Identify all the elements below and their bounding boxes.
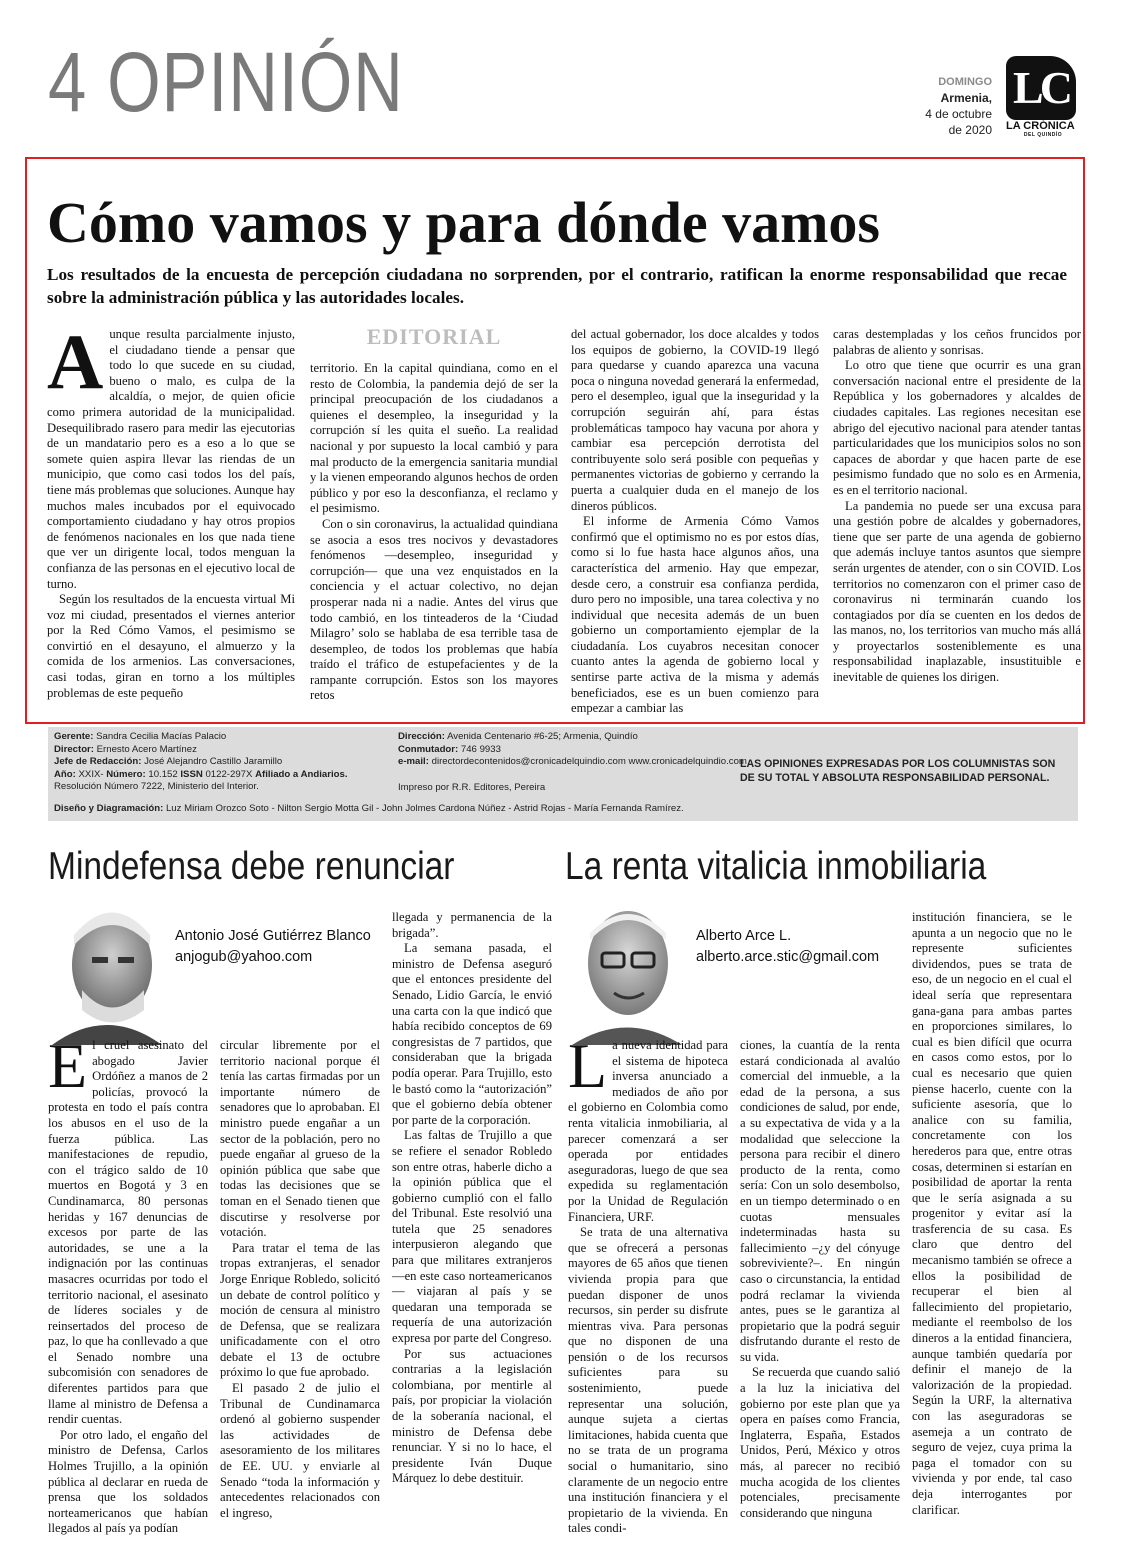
editorial-column-2	[310, 324, 558, 704]
gerente-name: Sandra Cecilia Macías Palacio	[96, 731, 227, 742]
label: e-mail:	[398, 756, 429, 767]
masthead-staff	[54, 731, 384, 794]
diseno-names: Luz Miriam Orozco Soto - Nilton Sergio Motta Gil - John Jolmes Cardona Núñez - Astrid Rojas - María Fernanda Ramírez.	[165, 803, 684, 814]
editorial-box	[25, 157, 1085, 724]
paragraph: Lo otro que tiene que ocurrir es una gran conversación nacional entre el presidente de la República y los gobernadores y alcaldes de ciudades capitales. Las regiones necesitan ese abrigo del ejecutivo nacional para atender tantas particularidades que los municipios solos no son capaces de abordar y que hacen parte de ese pesimismo fundado que no solo es en Armenia, es en el territorio nacional.	[833, 358, 1081, 497]
column1-email[interactable]: anjogub@yahoo.com	[175, 949, 313, 965]
masthead-contact	[398, 731, 748, 794]
issn-value: 0122-297X	[205, 768, 253, 780]
resolucion-text: Resolución Número 7222, Ministerio del Interior.	[54, 781, 259, 792]
paragraph: caras destempladas y los ceños fruncidos por palabras de aliento y sonrisas.	[833, 327, 1081, 357]
column2-text-c	[912, 910, 1072, 1518]
impreso-text: Impreso por R.R. Editores, Pereira	[398, 781, 546, 793]
date-city: Armenia,	[940, 91, 992, 105]
paragraph: Según los resultados de la encuesta virtual Mi voz mi ciudad, presentados el viernes anterior por la Red Cómo Vamos, el pesimismo se convirtió en el desayuno, el almuerzo y la comida de los armenios. Las conversaciones, casi todas, giran en torno a los múltiples problemas de este pequeño	[47, 592, 295, 700]
paragraph: a nueva identidad para el sistema de hipoteca inversa anunciado a mediados de año por el gobierno en Colombia como renta vitalicia inmobiliaria, al parecer comenzará a ser operada por entidades aseguradoras, luego de que sea expedida su reglamentación por la Unidad de Regulación Financiera, URF.	[568, 1038, 728, 1224]
date-line2: de 2020	[948, 123, 992, 137]
date-line1: 4 de octubre	[925, 107, 992, 121]
column2-text-a	[568, 1030, 728, 1537]
label: Conmutador:	[398, 743, 459, 755]
paragraph: La semana pasada, el ministro de Defensa aseguró que el entonces presidente del Senado, Lidio García, le envió una carta con la que indicó que había recibido conceptos de 69 congresistas de 7 partidos, que consideraban que la brigada podía operar. Para Trujillo, esto le bastó como la “autorización” que el gobierno debía obtener por parte de la corporación.	[392, 941, 552, 1127]
column1-author-block	[175, 926, 371, 968]
paragraph: Se recuerda que cuando salió a la luz la iniciativa del gobierno por este plan que ya opera en países como Francia, Inglaterra, España, Estados Unidos, Perú, México y otros más, al parecer no recibió mucha acogida de los clientes potenciales, precisamente considerando que ninguna	[740, 1365, 900, 1520]
column1-text-a	[48, 1030, 208, 1537]
column1-text-c	[392, 910, 552, 1487]
column1-author: Antonio José Gutiérrez Blanco	[175, 928, 371, 944]
editorial-headline: Cómo vamos y para dónde vamos	[47, 190, 880, 255]
paragraph: Para tratar el tema de las tropas extranjeras, el senador Jorge Enrique Robledo, solicitó un debate de control político y moción de censura al ministro de Defensa, que se realizara unificadamente con el otro debate el 13 de octubre próximo lo que fue aprobado.	[220, 1240, 380, 1380]
label: Año:	[54, 768, 76, 780]
newspaper-logo	[1006, 56, 1080, 144]
paragraph: circular libremente por el territorio nacional porque él tenía las cartas firmadas por un importante número de senadores que lo aprobaban. El ministro puede engañar a un sector de la población, pero no puede engañar al grueso de la opinión pública que sabe que todas las decisiones que se toman en el Senado tienen que discutirse y resolverse por votación.	[220, 1038, 380, 1240]
paragraph: territorio. En la capital quindiana, como en el resto de Colombia, la pandemia dejó de ser la principal preocupación de los ciudadanos a quienes el desempleo, la inseguridad y la corrupción sí les quita el sueño. La realidad nacional y por supuesto la local cambió y para mal producto de la emergencia sanitaria mundial y la vienen empeorando algunos hechos de orden público y por eso la desconfianza, el reclamo y el pesimismo.	[310, 361, 558, 516]
column2-text-b	[740, 1038, 900, 1521]
direccion-value: Avenida Centenario #6-25; Armenia, Quindío	[447, 731, 638, 742]
editorial-dropcap: A	[47, 318, 104, 405]
conmutador-value: 746 9933	[460, 743, 501, 755]
paragraph: Las faltas de Trujillo a que se refiere el senador Robledo son entre otras, haberle dicho a la opinión pública que el gobierno cumplió con el fallo del Tribunal. Este resolvió una tutela que 25 senadores interpusieron alegando que para que militares extranjeros —en este caso norteamericanos— viajaran al país y se quedaran una temporada se requería de una autorización expresa por parte del Congreso.	[392, 1128, 552, 1346]
paragraph: La pandemia no puede ser una excusa para una gestión pobre de alcaldes y gobernadores, tiene que ser parte de una agenda de gobierno que además incluye tantos asuntos que siempre serán urgentes de atender, con o sin COVID. Los territorios no comenzaron con el primer caso de coronavirus ni terminarán cuando los contagiados por día se cuenten en los dedos de las manos, no, los territorios van mucho más allá y proyectarlos sosteniblemente es una responsabilidad inaplazable, insustituible e inevitable de quienes los dirigen.	[833, 498, 1081, 685]
numero-value: 10.152	[148, 768, 178, 780]
paragraph: l cruel asesinato del abogado Javier Ordóñez a manos de 2 policías, provocó la protesta en todo el país contra los abusos en el uso de la fuerza pública. Las manifestaciones de repudio, con el trágico saldo de 10 muertos en Bogotá y 3 en Cundinamarca, 80 personas heridas y 167 denuncias de excesos por parte de las autoridades, se une a la indignación por las continuas masacres ocurridas por todo el territorio nacional, el asesinato de líderes sociales y de reinsertados del proceso de paz, lo que ha conllevado a que el Senado nombre una subcomisión con senadores de diferentes partidos para que llame al ministro de Defensa a rendir cuentas.	[48, 1038, 208, 1427]
logo-sub: DEL QUINDÍO	[1023, 132, 1063, 138]
section-title: 4 OPINIÓN	[48, 35, 404, 129]
paragraph: Se trata de una alternativa que se ofrecerá a personas mayores de 65 años que tienen vivienda propia para que puedan disponer de unos recursos, sin perder su disfrute mientras viva. Para personas que no disponen de una pensión o de los recursos suficientes para su sostenimiento, puede representar una solución, aunque sujeta a ciertas limitaciones, habida cuenta que no se trata de un programa social o humanitario, sino claramente de un negocio entre una institución financiera y el propietario de la vivienda. En tales condi-	[568, 1225, 728, 1536]
date-day: DOMINGO	[938, 76, 992, 88]
label: Diseño y Diagramación:	[54, 803, 164, 814]
anio-value: XXIX-	[78, 768, 104, 780]
column2-author-block	[696, 926, 879, 968]
director-name: Ernesto Acero Martínez	[96, 743, 197, 755]
paragraph: ciones, la cuantía de la renta estará condicionada al avalúo comercial del inmueble, a la edad de la persona, a sus condiciones de salud, por ende, a su expectativa de vida y a la modalidad que seleccione la persona para recibir el dinero producto de la renta, como sería: Con un solo desembolso, en un tiempo determinado o en cuotas mensuales indeterminadas hasta su fallecimiento –¿y del cónyuge sobreviviente?–. En ningún caso o circunstancia, la entidad podrá reclamar la vivienda antes, pues se le garantiza al propietario que la podrá seguir disfrutando durante el resto de su vida.	[740, 1038, 900, 1364]
masthead-disclaimer: LAS OPINIONES EXPRESADAS POR LOS COLUMNISTAS SON DE SU TOTAL Y ABSOLUTA RESPONSABILIDAD PERSONAL.	[740, 758, 1056, 784]
logo-mark: LC	[1006, 56, 1076, 120]
label: Director:	[54, 743, 94, 755]
label: Dirección:	[398, 731, 445, 742]
label: Gerente:	[54, 731, 94, 742]
column2-headline: La renta vitalicia inmobiliaria	[565, 845, 987, 888]
email-link[interactable]: directordecontenidos@cronicadelquindio.com www.cronicadelquindio.com	[431, 756, 747, 767]
column2-dropcap: L	[568, 1030, 608, 1101]
paragraph: institución financiera, se le apunta a un negocio que no le represente suficientes dividendos, pues se trata de eso, de un negocio en el cual el ideal sería que representara gana-gana para ambas partes en proporciones similares, lo cual es bien difícil que ocurra en casos como estos, por lo cual es necesario que quien piense hacerlo, cuente con la suficiente asesoría, que lo analice con su familia, concretamente con los herederos para que, entre otras cosas, determinen si estarían en posibilidad de aportar la renta que le sería asignada a su progenitor y evitar así la trasferencia de su casa. Es claro que dentro del mecanismo también se ofrece a ellos la posibilidad de recuperar el bien al fallecimiento del propietario, mediante el reembolso de los dineros a la entidad financiera, aunque también quedaría por definir el manejo de la valorización de la propiedad. Según la URF, la alternativa con las aseguradoras se asemeja a un contrato de seguro de vejez, cuya prima la paga el tomador con su vivienda y por ende, tal caso deja interrogantes por clarificar.	[912, 910, 1072, 1517]
column1-text-b	[220, 1038, 380, 1521]
paragraph: del actual gobernador, los doce alcaldes y todos los equipos de gobierno, la COVID-19 llegó para quedarse y cuando aparezca una vacuna poca o ninguna novedad generará la enfermedad, pero el desempleo, igual que la inseguridad y la corrupción seguirán ahí, para éstas problemáticas tampoco hay vacuna por ahora y cambiar esa percepción derrotista del contribuyente solo será posible con pequeñas y permanentes victorias de gobierno y cerrando la puerta a cualquier duda en el manejo de los dineros públicos.	[571, 327, 819, 513]
editorial-column-1	[47, 318, 295, 701]
logo-name: LA CRÓNICA	[1006, 120, 1075, 132]
column1-headline: Mindefensa debe renunciar	[48, 845, 455, 888]
label: Jefe de Redacción:	[54, 756, 142, 767]
paragraph: Por otro lado, el engaño del ministro de Defensa, Carlos Holmes Trujillo, a la opinión pública al declarar en rueda de prensa que los soldados norteamericanos que habían llegados al país ya podían	[48, 1427, 208, 1536]
editorial-label: EDITORIAL	[366, 324, 502, 349]
masthead-info	[48, 727, 1078, 821]
editorial-column-3	[571, 327, 819, 717]
paragraph: llegada y permanencia de la brigada”.	[392, 910, 552, 940]
masthead-design	[54, 803, 1064, 816]
paragraph: El pasado 2 de julio el Tribunal de Cundinamarca ordenó al gobierno suspender las actividades de asesoramiento de los militares de EE. UU. y enviarle al Senado “toda la información y antecedentes relacionados con el ingreso,	[220, 1381, 380, 1520]
editorial-subhead: Los resultados de la encuesta de percepción ciudadana no sorprenden, por el contrario, ratifican la enorme responsabilidad que recae sobre la administración pública y las autoridades locales.	[47, 265, 1067, 307]
paragraph: Con o sin coronavirus, la actualidad quindiana se asocia a esos tres nocivos y devastadores fenómenos —desempleo, inseguridad y corrupción— que una vez enquistados en la conciencia y el actuar colectivo, no dejan prosperar nada ni a nadie. Antes del virus que todo cambió, en los tinteaderos de la ‘Ciudad Milagro’ solo se hablaba de esa terrible tasa de desempleo, de todos los problemas que había traído el tráfico de estupefacientes y de la rampante corrupción. Estos son los mayores retos	[310, 516, 558, 703]
paragraph: unque resulta parcialmente injusto, el ciudadano tiende a pensar que todo lo que sucede en su ciudad, bueno o malo, es culpa de la alcaldía, o mejor, de quien oficie como primera autoridad de la municipalidad. Desequilibrado rasero para medir las ejecutorias de un mandatario pero es a eso a lo que se somete quien aspira llevar las riendas de un municipio, que como casi todos los del país, tiene más problemas que soluciones. Aunque hay muchos males incubados por el equivocado comportamiento ciudadano y hay otros propios de fenómenos nacionales en los que nada tiene que ver un dirigente local, todos menguan la confianza de las personas en el ejecutivo local de turno.	[47, 327, 295, 591]
paragraph: Por sus actuaciones contrarias a la legislación colombiana, por mentirle al país, por propiciar la violación de la soberanía nacional, el ministro de Defensa debe renunciar. Y si no lo hace, el presidente Iván Duque Márquez lo debe destituir.	[392, 1346, 552, 1486]
column2-author: Alberto Arce L.	[696, 928, 792, 944]
paragraph: El informe de Armenia Cómo Vamos confirmó que el optimismo no es por estos días, como si lo fue hasta hace algunos años, una característica del armenio. Hay que empezar, desde cero, a construir esa confianza perdida, duro pero no imposible, una tarea colectiva y no individual que necesita además de un buen gobierno un comportamiento ejemplar de la ciudadanía. Los cuyabros necesitan conocer cuanto antes la agenda de gobierno local y sentirse parte activa de la misma y además beneficiados, ese es un buen comienzo para empezar a cambiar las	[571, 514, 819, 716]
label: Número:	[106, 768, 146, 780]
date-block	[925, 74, 992, 138]
afiliado-text: Afiliado a Andiarios.	[255, 768, 348, 780]
editorial-column-4	[833, 327, 1081, 686]
author-photo-gutierrez	[52, 895, 162, 1045]
author-photo-arce	[572, 895, 682, 1045]
label: ISSN	[180, 768, 203, 780]
jefe-name: José Alejandro Castillo Jaramillo	[144, 756, 283, 767]
column2-email[interactable]: alberto.arce.stic@gmail.com	[696, 949, 880, 965]
column1-dropcap: E	[48, 1030, 88, 1101]
